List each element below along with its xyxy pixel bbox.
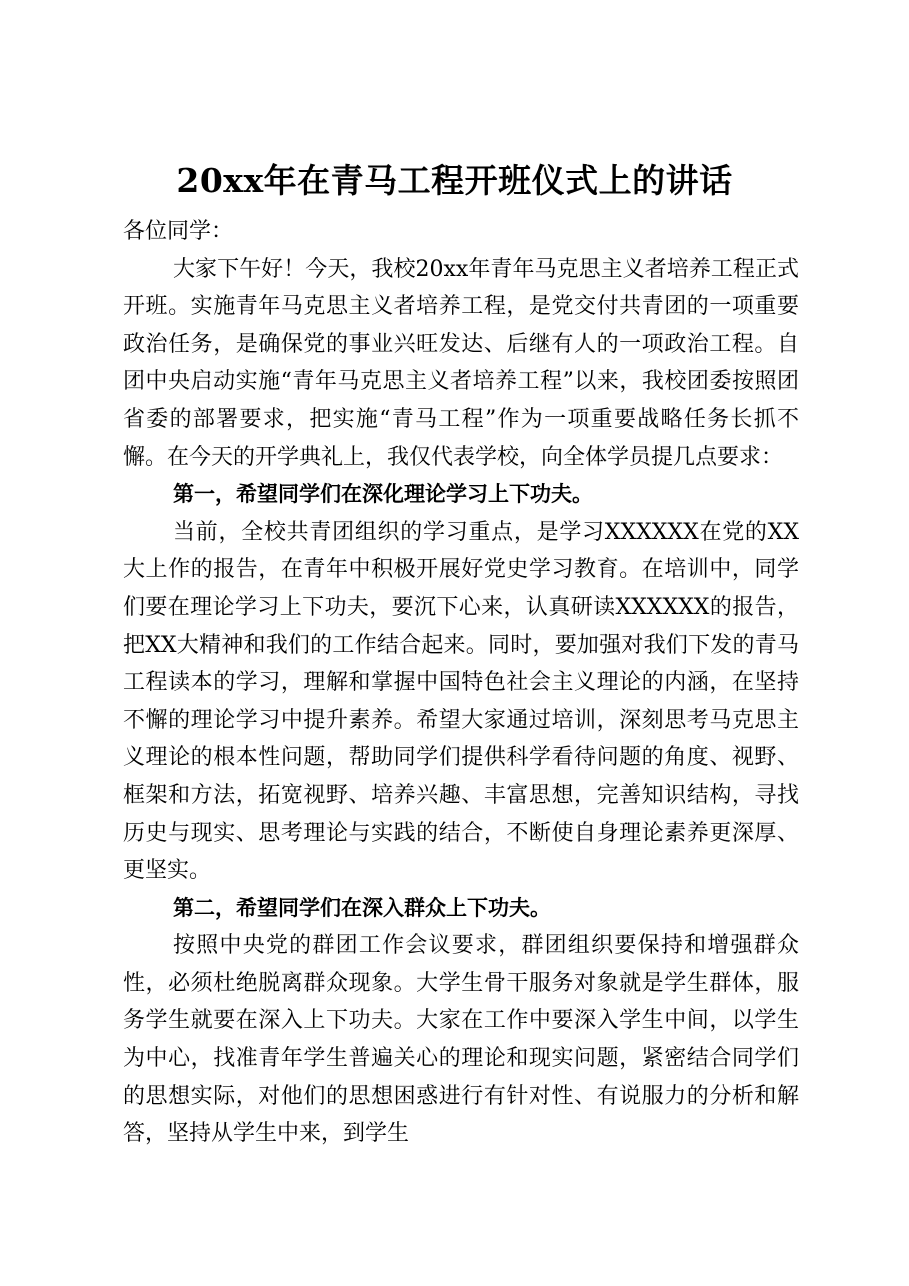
paragraph-masses: 按照中央党的群团工作会议要求，群团组织要保持和增强群众性，必须杜绝脱离群众现象。大学生骨干服务对象就是学生群体，服务学生就要在深入上下功夫。大家在工作中要深入学生中间，以学生为中心，找准青年学生普遍关心的理论和现实问题，紧密结合同学们的思想实际，对他们的思想困惑进行有针对性、有说服力的分析和解答，坚持从学生中来，到学生 — [123, 933, 799, 1147]
paragraph-theory-study: 当前，全校共青团组织的学习重点，是学习XXXXXX在党的XX大上作的报告，在青年中积极开展好党史学习教育。在培训中，同学们要在理论学习上下功夫，要沉下心来，认真研读XXXXXX的报告，把XX大精神和我们的工作结合起来。同时，要加强对我们下发的青马工程读本的学习，理解和掌握中国特色社会主义理论的内涵，在坚持不懈的理论学习中提升素养。希望大家通过培训，深刻思考马克思主义理论的根本性问题，帮助同学们提供科学看待问题的角度、视野、框架和方法，拓宽视野、培养兴趣、丰富思想，完善知识结构，寻找历史与现实、思考理论与实践的结合，不断使自身理论素养更深厚、更坚实。 — [123, 519, 799, 884]
document-body — [123, 213, 799, 1153]
section-heading-1: 第一，希望同学们在深化理论学习上下功夫。 — [173, 482, 593, 507]
salutation: 各位同学： — [123, 219, 234, 244]
document-title: 20xx年在青马工程开班仪式上的讲话 — [176, 161, 733, 200]
paragraph-opening: 大家下午好！今天，我校20xx年青年马克思主义者培养工程正式开班。实施青年马克思主义者培养工程，是党交付共青团的一项重要政治任务，是确保党的事业兴旺发达、后继有人的一项政治工程。自团中央启动实施“青年马克思主义者培养工程”以来，我校团委按照团省委的部署要求，把实施“青马工程”作为一项重要战略任务长抓不懈。在今天的开学典礼上，我仅代表学校，向全体学员提几点要求： — [123, 256, 799, 470]
section-heading-2: 第二，希望同学们在深入群众上下功夫。 — [173, 895, 551, 920]
